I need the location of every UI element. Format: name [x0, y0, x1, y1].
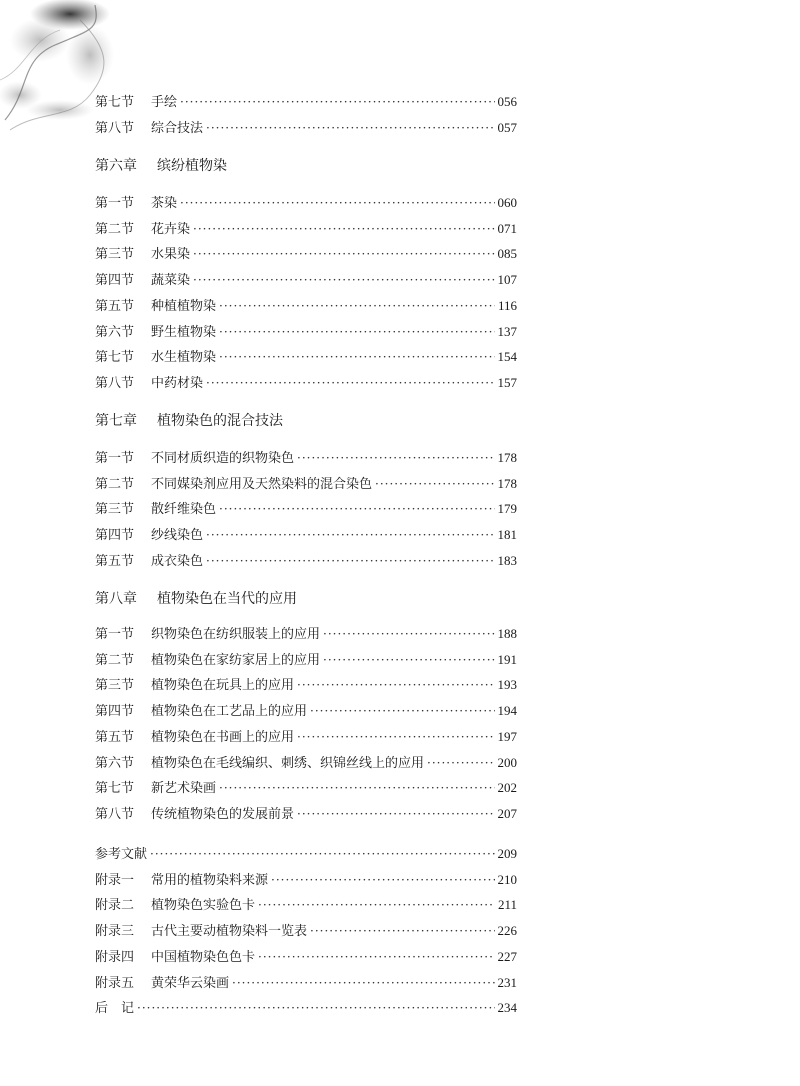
dot-leader [232, 971, 494, 995]
section-title: 参考文献 [95, 847, 148, 862]
dot-leader [180, 191, 494, 215]
section-title: 后 记 [95, 1001, 135, 1017]
section-title: 新艺术染画 [151, 781, 217, 797]
section-number: 第一节 [95, 627, 135, 642]
dot-leader [219, 320, 494, 344]
dot-leader [375, 472, 494, 496]
section-number: 第四节 [95, 273, 135, 289]
section-number: 第八节 [95, 375, 135, 391]
toc-entry[interactable] [95, 622, 517, 646]
section-title: 综合技法 [151, 121, 204, 136]
page-number: 154 [497, 349, 517, 365]
toc-entry[interactable] [95, 776, 517, 800]
toc-entry[interactable] [95, 549, 517, 573]
dot-leader [297, 725, 494, 749]
toc-entry[interactable] [95, 191, 517, 215]
toc-entry[interactable] [95, 893, 517, 917]
dot-leader [193, 268, 494, 292]
dot-leader [150, 842, 494, 866]
section-number: 第八节 [95, 806, 135, 822]
page-number: 178 [497, 475, 517, 491]
toc-entry[interactable] [95, 673, 517, 697]
toc-entry[interactable] [95, 217, 517, 241]
section-number: 第七节 [95, 781, 135, 797]
page-number: 060 [497, 195, 517, 210]
dot-leader [219, 497, 494, 521]
dot-leader [180, 90, 494, 114]
dot-leader [297, 673, 494, 697]
dot-leader [258, 893, 495, 917]
page-number: 227 [497, 948, 517, 964]
section-number: 第一节 [95, 196, 135, 211]
chapter-number: 第六章 [95, 158, 137, 174]
dot-leader [310, 699, 494, 723]
section-title: 传统植物染色的发展前景 [151, 806, 295, 822]
section-number: 第四节 [95, 528, 135, 544]
section-title: 织物染色在纺织服装上的应用 [151, 627, 321, 642]
section-title: 不同材质织造的织物染色 [151, 451, 295, 466]
section-number: 第七节 [95, 350, 135, 366]
section-title: 手绘 [151, 95, 178, 110]
section-title: 水果染 [151, 247, 191, 263]
page-number: 211 [497, 897, 517, 913]
dot-leader [297, 446, 494, 470]
appendix-number: 附录四 [95, 949, 135, 965]
toc-entry[interactable] [95, 268, 517, 292]
toc-entry[interactable] [95, 320, 517, 344]
chapter-heading[interactable] [95, 409, 283, 433]
appendix-number: 附录五 [95, 975, 135, 991]
appendix-number: 附录二 [95, 898, 135, 914]
toc-entry[interactable] [95, 294, 517, 318]
dot-leader [219, 294, 495, 318]
section-title: 野生植物染 [151, 324, 217, 340]
section-title: 植物染色在玩具上的应用 [151, 678, 295, 694]
toc-entry[interactable] [95, 725, 517, 749]
dot-leader [206, 549, 494, 573]
page-number: 226 [497, 923, 517, 939]
page-number: 157 [497, 374, 517, 390]
section-title: 黄荣华云染画 [151, 975, 230, 991]
section-title: 不同媒染剂应用及天然染料的混合染色 [151, 476, 373, 492]
dot-leader [323, 648, 494, 672]
appendix-number: 附录一 [95, 872, 135, 888]
toc-entry[interactable] [95, 523, 517, 547]
toc-entry[interactable] [95, 648, 517, 672]
section-number: 第二节 [95, 221, 135, 237]
toc-entry[interactable] [95, 497, 517, 521]
section-title: 常用的植物染料来源 [151, 872, 269, 888]
page-number: 188 [497, 626, 517, 641]
section-number: 第五节 [95, 729, 135, 745]
page-number: 234 [497, 1000, 517, 1016]
section-title: 蔬菜染 [151, 273, 191, 289]
section-number: 第二节 [95, 476, 135, 492]
chapter-number: 第八章 [95, 591, 137, 607]
toc-entry[interactable] [95, 345, 517, 369]
dot-leader [206, 116, 494, 140]
page-number: 209 [497, 846, 517, 861]
section-number: 第六节 [95, 755, 135, 771]
dot-leader [137, 996, 494, 1020]
section-title: 古代主要动植物染料一览表 [151, 924, 308, 940]
toc-entry[interactable] [95, 446, 517, 470]
chapter-title: 植物染色在当代的应用 [157, 591, 297, 607]
section-number: 第五节 [95, 553, 135, 569]
toc-entry[interactable] [95, 842, 517, 866]
toc-entry[interactable] [95, 751, 517, 775]
section-number: 第二节 [95, 652, 135, 668]
toc-entry[interactable] [95, 242, 517, 266]
page-number: 107 [497, 272, 517, 288]
dot-leader [206, 371, 494, 395]
page-number: 202 [497, 780, 517, 796]
toc-entry[interactable] [95, 919, 517, 943]
section-title: 植物染色在毛线编织、刺绣、织锦丝线上的应用 [151, 755, 425, 771]
section-title: 植物染色实验色卡 [151, 898, 256, 914]
page-number: 181 [497, 527, 517, 543]
page-number: 137 [497, 323, 517, 339]
appendix-number: 附录三 [95, 924, 135, 940]
section-title: 水生植物染 [151, 350, 217, 366]
section-title: 植物染色在书画上的应用 [151, 729, 295, 745]
dot-leader [427, 751, 494, 775]
page-number: 197 [497, 728, 517, 744]
page-number: 207 [497, 805, 517, 821]
chapter-number: 第七章 [95, 413, 137, 429]
page-number: 085 [497, 246, 517, 262]
section-title: 花卉染 [151, 221, 191, 237]
page-number: 200 [497, 754, 517, 770]
section-number: 第三节 [95, 502, 135, 518]
page-number: 178 [497, 450, 517, 465]
section-number: 第四节 [95, 704, 135, 720]
toc-entry[interactable] [95, 996, 517, 1020]
toc-entry[interactable] [95, 802, 517, 826]
section-title: 成衣染色 [151, 553, 204, 569]
section-title: 中国植物染色色卡 [151, 949, 256, 965]
page-number: 193 [497, 677, 517, 693]
toc-entry[interactable] [95, 699, 517, 723]
page-number: 179 [497, 501, 517, 517]
chapter-heading[interactable] [95, 587, 297, 611]
page-number: 194 [497, 703, 517, 719]
section-number: 第一节 [95, 451, 135, 466]
dot-leader [193, 217, 494, 241]
dot-leader [271, 868, 494, 892]
dot-leader [219, 345, 494, 369]
section-title: 植物染色在家纺家居上的应用 [151, 652, 321, 668]
page-number: 071 [497, 220, 517, 236]
toc-entry[interactable] [95, 90, 517, 114]
page-number: 231 [497, 974, 517, 990]
page-number: 183 [497, 552, 517, 568]
page-number: 210 [497, 871, 517, 887]
section-title: 中药材染 [151, 375, 204, 391]
section-title: 植物染色在工艺品上的应用 [151, 704, 308, 720]
dot-leader [206, 523, 494, 547]
dot-leader [193, 242, 494, 266]
section-number: 第三节 [95, 247, 135, 263]
section-number: 第六节 [95, 324, 135, 340]
page-number: 057 [497, 120, 517, 135]
toc-entry[interactable] [95, 971, 517, 995]
dot-leader [219, 776, 494, 800]
toc-entry[interactable] [95, 472, 517, 496]
toc-entry[interactable] [95, 868, 517, 892]
dot-leader [310, 919, 494, 943]
dot-leader [258, 945, 494, 969]
section-title: 纱线染色 [151, 528, 204, 544]
section-number: 第三节 [95, 678, 135, 694]
section-title: 茶染 [151, 196, 178, 211]
section-number: 第五节 [95, 298, 135, 314]
toc-entry[interactable] [95, 116, 517, 140]
page-number: 056 [497, 94, 517, 109]
toc-entry[interactable] [95, 371, 517, 395]
toc-entry[interactable] [95, 945, 517, 969]
section-number: 第八节 [95, 121, 135, 136]
dot-leader [323, 622, 494, 646]
dot-leader [297, 802, 494, 826]
page-number: 116 [497, 297, 517, 313]
chapter-title: 缤纷植物染 [157, 158, 227, 174]
chapter-title: 植物染色的混合技法 [157, 413, 283, 429]
page-number: 191 [497, 651, 517, 667]
chapter-heading[interactable] [95, 154, 227, 178]
section-number: 第七节 [95, 95, 135, 110]
section-title: 种植植物染 [151, 298, 217, 314]
section-title: 散纤维染色 [151, 502, 217, 518]
